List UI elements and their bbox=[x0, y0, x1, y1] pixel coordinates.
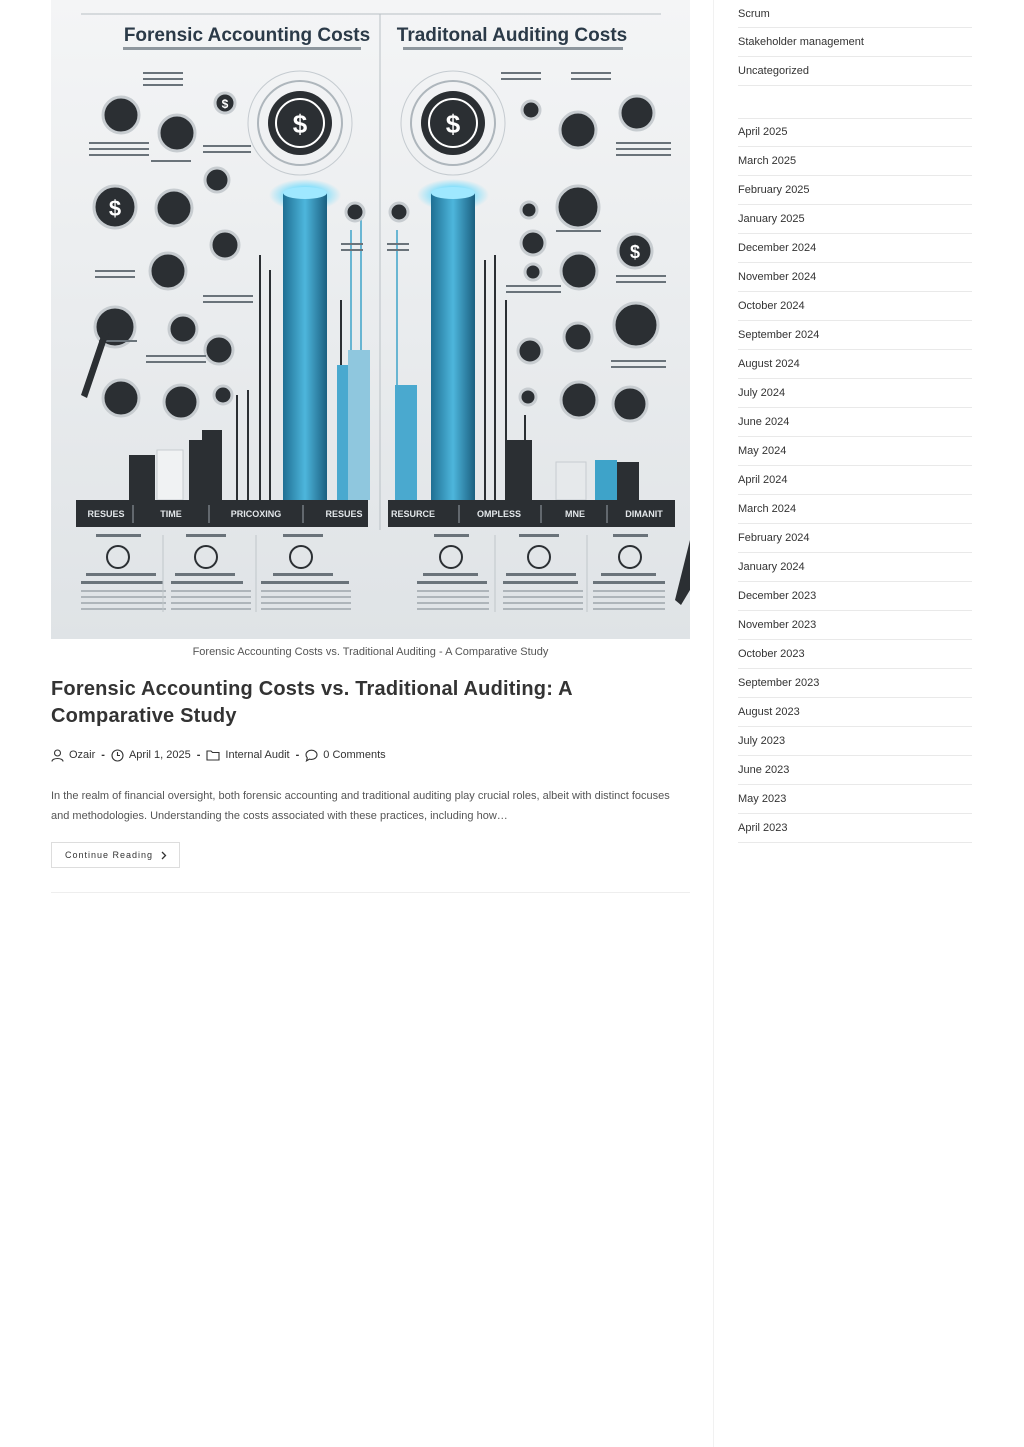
archive-item[interactable]: January 2024 bbox=[738, 553, 972, 582]
svg-text:$: $ bbox=[221, 97, 229, 111]
archive-item[interactable]: July 2024 bbox=[738, 379, 972, 408]
sidebar-divider bbox=[713, 0, 714, 1447]
archive-item[interactable]: December 2023 bbox=[738, 582, 972, 611]
continue-reading-label: Continue Reading bbox=[65, 850, 154, 860]
archive-item[interactable]: September 2023 bbox=[738, 669, 972, 698]
svg-text:$: $ bbox=[629, 242, 641, 262]
meta-separator: - bbox=[196, 749, 201, 761]
svg-text:$: $ bbox=[445, 109, 461, 139]
archive-item[interactable]: October 2023 bbox=[738, 640, 972, 669]
post-date-text: April 1, 2025 bbox=[128, 749, 191, 761]
archive-item[interactable]: December 2024 bbox=[738, 234, 972, 263]
archive-item[interactable]: June 2024 bbox=[738, 408, 972, 437]
post-title[interactable]: Forensic Accounting Costs vs. Traditional Auditing: A Comparative Study bbox=[51, 678, 573, 727]
post-separator bbox=[51, 892, 690, 893]
archive-item[interactable]: September 2024 bbox=[738, 321, 972, 350]
post-category[interactable] bbox=[206, 749, 289, 761]
image-caption: Forensic Accounting Costs vs. Traditional Auditing - A Comparative Study bbox=[192, 646, 549, 658]
post-category-link[interactable]: Internal Audit bbox=[225, 749, 290, 761]
categories-list bbox=[738, 0, 972, 86]
featured-image[interactable] bbox=[51, 0, 690, 639]
archive-item[interactable]: July 2023 bbox=[738, 727, 972, 756]
archive-item[interactable]: August 2024 bbox=[738, 350, 972, 379]
comment-icon bbox=[305, 749, 318, 762]
archive-item[interactable]: November 2024 bbox=[738, 263, 972, 292]
continue-reading-button[interactable] bbox=[51, 842, 180, 868]
infographic-left-title: Forensic Accounting Costs bbox=[123, 25, 371, 46]
infographic-label: OMPLESS bbox=[476, 509, 522, 519]
post-comments-link[interactable]: 0 Comments bbox=[323, 749, 386, 761]
chevron-right-icon bbox=[161, 851, 167, 860]
archive-item[interactable]: August 2023 bbox=[738, 698, 972, 727]
archive-item[interactable]: April 2023 bbox=[738, 814, 972, 843]
infographic-label: RESUES bbox=[87, 509, 125, 519]
archives-list bbox=[738, 118, 972, 843]
archive-item[interactable]: February 2025 bbox=[738, 176, 972, 205]
archive-item[interactable]: May 2023 bbox=[738, 785, 972, 814]
infographic-label: MNE bbox=[565, 509, 585, 519]
infographic-label: PRICOXING bbox=[230, 509, 282, 519]
infographic-right-title: Traditonal Auditing Costs bbox=[396, 25, 628, 46]
folder-icon bbox=[206, 749, 220, 761]
infographic-label: RESURCE bbox=[390, 509, 436, 519]
archive-item[interactable]: April 2024 bbox=[738, 466, 972, 495]
post-excerpt: In the realm of financial oversight, both forensic accounting and traditional auditing play crucial roles, albeit with distinct focuses and methodologies. Understanding the costs associated with these practices, including how… bbox=[51, 790, 670, 822]
infographic-label: TIME bbox=[160, 509, 182, 519]
user-icon bbox=[51, 749, 64, 762]
category-item[interactable]: Uncategorized bbox=[738, 57, 972, 86]
archive-item[interactable]: May 2024 bbox=[738, 437, 972, 466]
category-item[interactable]: Stakeholder management bbox=[738, 28, 972, 57]
archive-item[interactable]: November 2023 bbox=[738, 611, 972, 640]
category-item[interactable]: Scrum bbox=[738, 0, 972, 28]
svg-text:$: $ bbox=[108, 196, 122, 221]
post-comments[interactable] bbox=[305, 749, 385, 762]
infographic-label: DIMANIT bbox=[625, 509, 663, 519]
archive-item[interactable]: January 2025 bbox=[738, 205, 972, 234]
archive-item[interactable]: March 2025 bbox=[738, 147, 972, 176]
archive-item[interactable]: October 2024 bbox=[738, 292, 972, 321]
clock-icon bbox=[111, 749, 124, 762]
archive-item[interactable]: April 2025 bbox=[738, 118, 972, 147]
infographic-label: RESUES bbox=[325, 509, 363, 519]
meta-separator: - bbox=[295, 749, 300, 761]
archive-item[interactable]: June 2023 bbox=[738, 756, 972, 785]
archive-item[interactable]: February 2024 bbox=[738, 524, 972, 553]
post-author[interactable] bbox=[51, 749, 95, 762]
archive-item[interactable]: March 2024 bbox=[738, 495, 972, 524]
post-date bbox=[111, 749, 191, 762]
post-author-link[interactable]: Ozair bbox=[69, 749, 96, 761]
meta-separator: - bbox=[101, 749, 105, 761]
svg-text:$: $ bbox=[292, 109, 308, 139]
post-meta bbox=[51, 746, 386, 764]
